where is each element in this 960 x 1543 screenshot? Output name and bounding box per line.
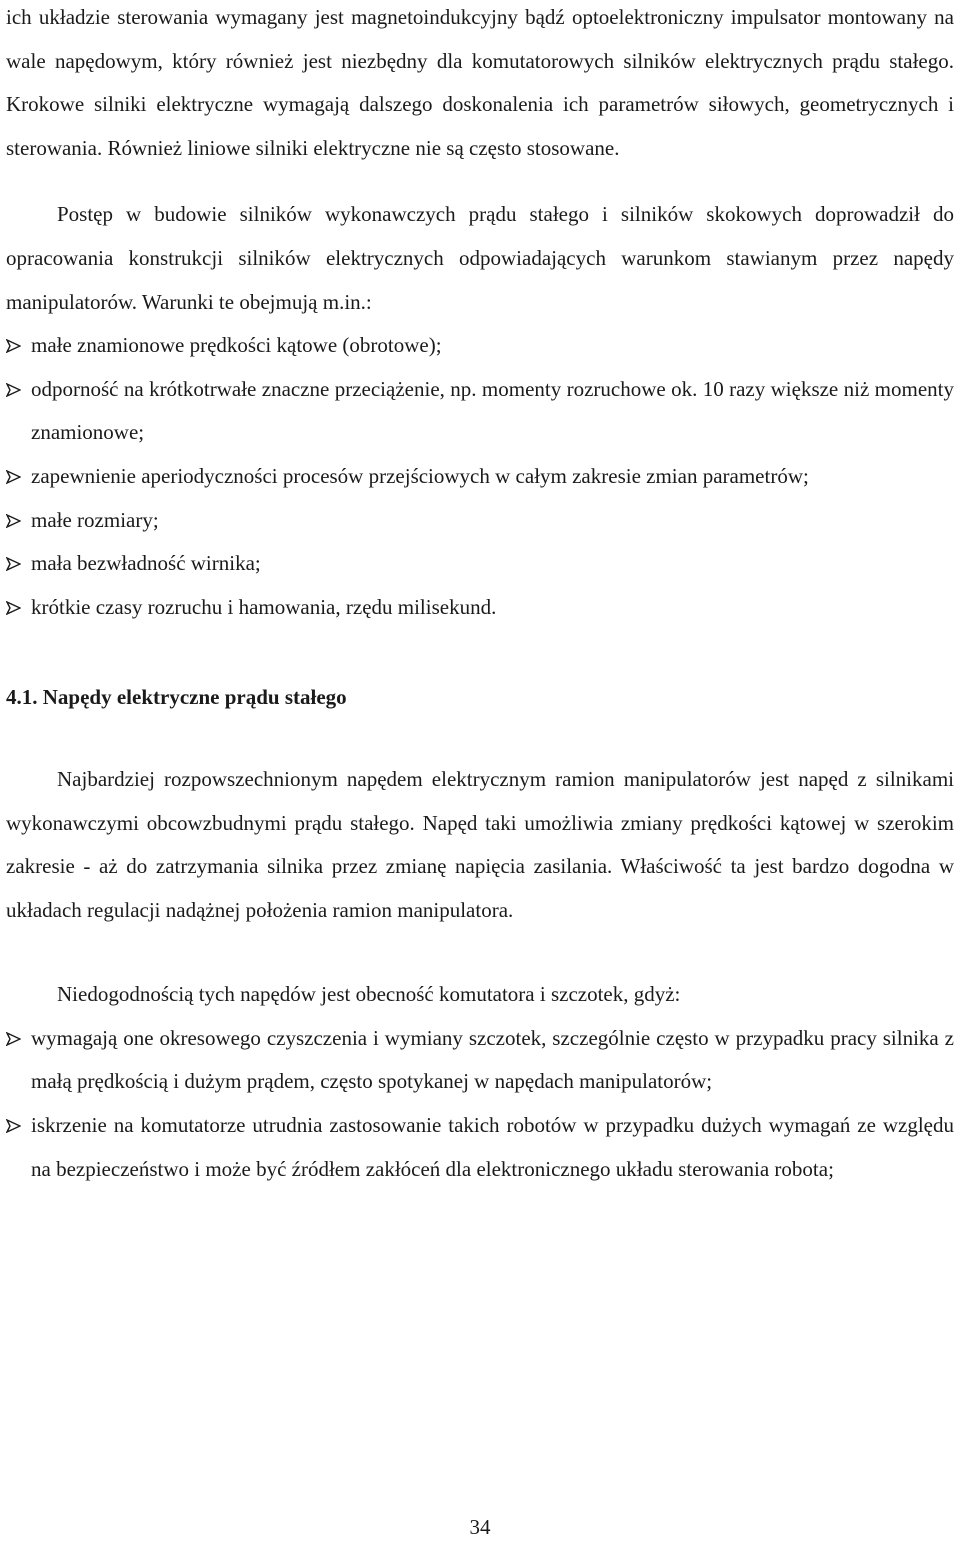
list-item (6, 586, 954, 630)
arrowhead-bullet-icon (6, 514, 21, 528)
intro-paragraph: ich układzie sterowania wymagany jest magnetoindukcyjny bądź optoelektroniczny impulsator montowany na wale napędowym, który również jest niezbędny dla komutatorowych silników elektrycznych prądu stałego. Krokowe silniki elektryczne wymagają dalszego doskonalenia ich parametrów siłowych, geometrycznych i sterowania. Również liniowe silniki elektryczne nie są często stosowane. (6, 5, 954, 160)
list-item-text: wymagają one okresowego czyszczenia i wymiany szczotek, szczególnie często w przypadku pracy silnika z małą prędkością i dużym prądem, często spotykanej w napędach manipulatorów; (31, 1025, 954, 1094)
list-item (6, 499, 954, 543)
list-item-text: odporność na krótkotrwałe znaczne przeciążenie, np. momenty rozruchowe ok. 10 razy większe niż momenty znamionowe; (31, 376, 954, 445)
arrowhead-bullet-icon (6, 339, 21, 353)
arrowhead-bullet-icon (6, 470, 21, 484)
list-item-text: zapewnienie aperiodyczności procesów przejściowych w całym zakresie zmian parametrów; (31, 463, 809, 488)
list-item (6, 455, 954, 499)
arrowhead-bullet-icon (6, 601, 21, 615)
list-item-text: iskrzenie na komutatorze utrudnia zastosowanie takich robotów w przypadku dużych wymagań ze względu na bezpieczeństwo i może być źródłem zakłóceń dla elektronicznego układu sterowania robota; (31, 1113, 954, 1181)
list-item-text: małe znamionowe prędkości kątowe (obrotowe); (31, 333, 442, 358)
list-item (6, 1104, 954, 1191)
list-item-text: mała bezwładność wirnika; (31, 551, 261, 576)
requirements-list (6, 324, 954, 629)
arrowhead-bullet-icon (6, 1119, 21, 1133)
list-item-text: krótkie czasy rozruchu i hamowania, rzędu milisekund. (31, 594, 497, 619)
drawbacks-intro: Niedogodnością tych napędów jest obecność komutatora i szczotek, gdyż: (57, 982, 681, 1007)
drawbacks-list (6, 1017, 954, 1191)
arrowhead-bullet-icon (6, 557, 21, 571)
list-item (6, 542, 954, 586)
list-item-text: małe rozmiary; (31, 507, 159, 532)
arrowhead-bullet-icon (6, 1032, 21, 1046)
progress-paragraph: Postęp w budowie silników wykonawczych prądu stałego i silników skokowych doprowadził do opracowania konstrukcji silników elektrycznych odpowiadających warunkom stawianym przez napędy manipulatorów. Warunki te obejmują m.in.: (6, 202, 954, 314)
section-heading: 4.1. Napędy elektryczne prądu stałego (6, 685, 347, 710)
list-item (6, 1017, 954, 1104)
dc-drives-paragraph: Najbardziej rozpowszechnionym napędem elektrycznym ramion manipulatorów jest napęd z silnikami wykonawczymi obcowzbudnymi prądu stałego. Napęd taki umożliwia zmiany prędkości kątowej w szerokim zakresie - aż do zatrzymania silnika przez zmianę napięcia zasilania. Właściwość ta jest bardzo dogodna w układach regulacji nadążnej położenia ramion manipulatora. (6, 766, 954, 922)
arrowhead-bullet-icon (6, 383, 21, 397)
list-item (6, 324, 954, 368)
page-number: 34 (469, 1515, 491, 1539)
document-page (6, 0, 954, 1191)
list-item (6, 368, 954, 455)
